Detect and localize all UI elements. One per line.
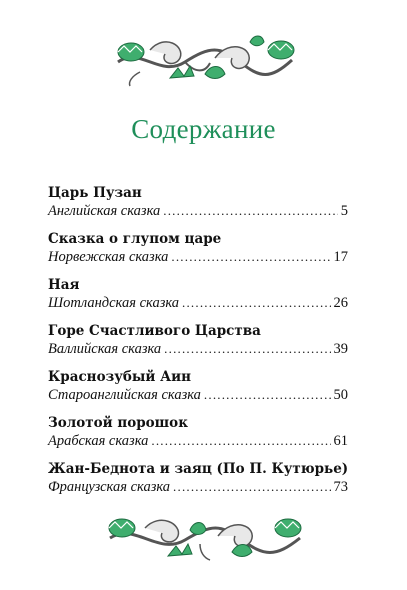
toc-entry-subtitle: Арабская сказка (48, 433, 149, 449)
toc-entry-subtitle: Староанглийская сказка (48, 387, 201, 403)
toc-entry[interactable] (48, 185, 348, 220)
dot-leader (182, 294, 330, 312)
dot-leader (163, 202, 338, 220)
toc-entry-title: Царь Пузан (48, 185, 142, 201)
toc-page-number: 73 (333, 479, 348, 495)
toc-page-number: 26 (333, 295, 348, 311)
toc-entry[interactable] (48, 323, 348, 358)
page-title: Содержание (131, 114, 276, 144)
toc-entry[interactable] (48, 277, 348, 312)
toc-entry-title: Золотой порошок (48, 415, 188, 431)
toc-entry[interactable] (48, 415, 348, 450)
dot-leader (173, 478, 330, 496)
floral-scroll-icon (109, 519, 301, 560)
toc-entry[interactable] (48, 369, 348, 404)
toc-entry[interactable] (48, 461, 348, 496)
toc-entry-title: Горе Счастливого Царства (48, 323, 261, 339)
floral-scroll-icon (118, 36, 294, 86)
toc-entry-title: Сказка о глупом царе (48, 231, 222, 247)
toc-entry-title: Ная (48, 277, 80, 293)
toc-entry-subtitle: Валлийская сказка (48, 341, 162, 357)
toc-page-number: 61 (333, 433, 348, 449)
toc-entry-subtitle: Норвежская сказка (48, 249, 169, 265)
toc-page-number: 39 (333, 341, 348, 357)
toc-entry-title: Жан-Беднота и заяц (По П. Кутюрье) (48, 461, 349, 477)
dot-leader (164, 340, 330, 358)
dot-leader (151, 432, 330, 450)
toc-page-number: 50 (333, 387, 348, 403)
toc-entry-title: Краснозубый Аин (48, 369, 191, 385)
top-floral-ornament (0, 28, 407, 88)
table-of-contents (48, 185, 348, 507)
toc-entry-subtitle: Шотландская сказка (48, 295, 180, 311)
dot-leader (204, 386, 331, 404)
toc-page-number: 5 (340, 203, 348, 219)
dot-leader (171, 248, 330, 266)
toc-entry-subtitle: Английская сказка (48, 203, 161, 219)
toc-entry[interactable] (48, 231, 348, 266)
toc-entry-subtitle: Французская сказка (48, 479, 171, 495)
bottom-floral-ornament (0, 508, 407, 568)
toc-page-number: 17 (333, 249, 348, 265)
